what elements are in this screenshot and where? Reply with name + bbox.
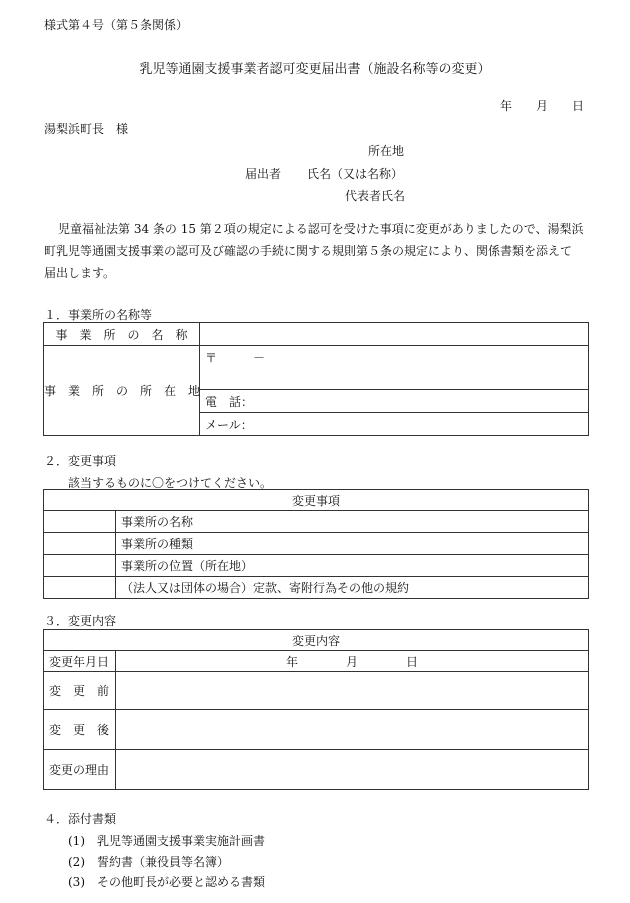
name-label: 氏名（又は名称） <box>307 167 404 181</box>
intro-line-1: 児童福祉法第 34 条の 15 第２項の規定による認可を受けた事項に変更がありましたので、湯梨浜 <box>58 222 584 236</box>
change-content-header: 変更内容 <box>44 630 589 651</box>
change-item-label: （法人又は団体の場合）定款、寄附行為その他の規約 <box>116 577 589 599</box>
change-item-label: 事業所の位置（所在地） <box>116 555 589 577</box>
facility-table <box>43 322 589 436</box>
change-item-mark-cell[interactable] <box>44 577 116 599</box>
form-number: 様式第４号（第５条関係） <box>44 18 189 32</box>
change-date-label: 変更年月日 <box>44 651 116 672</box>
document-title: 乳児等通園支援事業者認可変更届出書（施設名称等の変更） <box>139 62 491 77</box>
date-line: 年 月 日 <box>500 99 585 113</box>
section1-heading: １．事業所の名称等 <box>44 308 153 322</box>
change-reason-label: 変更の理由 <box>44 750 116 790</box>
email-field[interactable]: メール： <box>200 413 589 436</box>
attachment-item: (2) 誓約書（兼役員等名簿） <box>68 855 229 869</box>
attachment-item: (1) 乳児等通園支援事業実施計画書 <box>68 834 265 848</box>
change-item-mark-cell[interactable] <box>44 533 116 555</box>
notifier-label: 届出者 <box>245 167 282 181</box>
section2-heading: ２．変更事項 <box>44 454 117 468</box>
change-date-field[interactable]: 年 月 日 <box>116 651 589 672</box>
address-label: 所在地 <box>368 144 405 158</box>
attachment-item: (3) その他町長が必要と認める書類 <box>68 875 265 889</box>
facility-name-label: 事 業 所 の 名 称 <box>44 323 200 346</box>
change-items-table <box>43 489 589 599</box>
section2-instruction: 該当するものに〇をつけてください。 <box>68 476 273 490</box>
representative-label: 代表者氏名 <box>345 189 406 203</box>
after-change-field[interactable] <box>116 710 589 750</box>
change-content-table <box>43 629 589 790</box>
intro-line-3: 届出します。 <box>44 266 116 280</box>
change-reason-field[interactable] <box>116 750 589 790</box>
postal-address-field[interactable]: 〒 － <box>200 346 589 390</box>
change-items-header: 変更事項 <box>44 490 589 511</box>
facility-location-label: 事 業 所 の 所 在 地 <box>44 346 200 436</box>
phone-field[interactable]: 電 話： <box>200 390 589 413</box>
before-change-label: 変 更 前 <box>44 672 116 710</box>
after-change-label: 変 更 後 <box>44 710 116 750</box>
change-item-label: 事業所の名称 <box>116 511 589 533</box>
change-item-label: 事業所の種類 <box>116 533 589 555</box>
change-item-mark-cell[interactable] <box>44 555 116 577</box>
section4-heading: ４．添付書類 <box>44 812 117 826</box>
section3-heading: ３．変更内容 <box>44 614 117 628</box>
intro-line-2: 町乳児等通園支援事業の認可及び確認の手続に関する規則第５条の規定により、関係書類を添えて <box>44 244 573 258</box>
addressee: 湯梨浜町長 様 <box>44 122 129 136</box>
before-change-field[interactable] <box>116 672 589 710</box>
facility-name-field[interactable] <box>200 323 589 346</box>
change-item-mark-cell[interactable] <box>44 511 116 533</box>
